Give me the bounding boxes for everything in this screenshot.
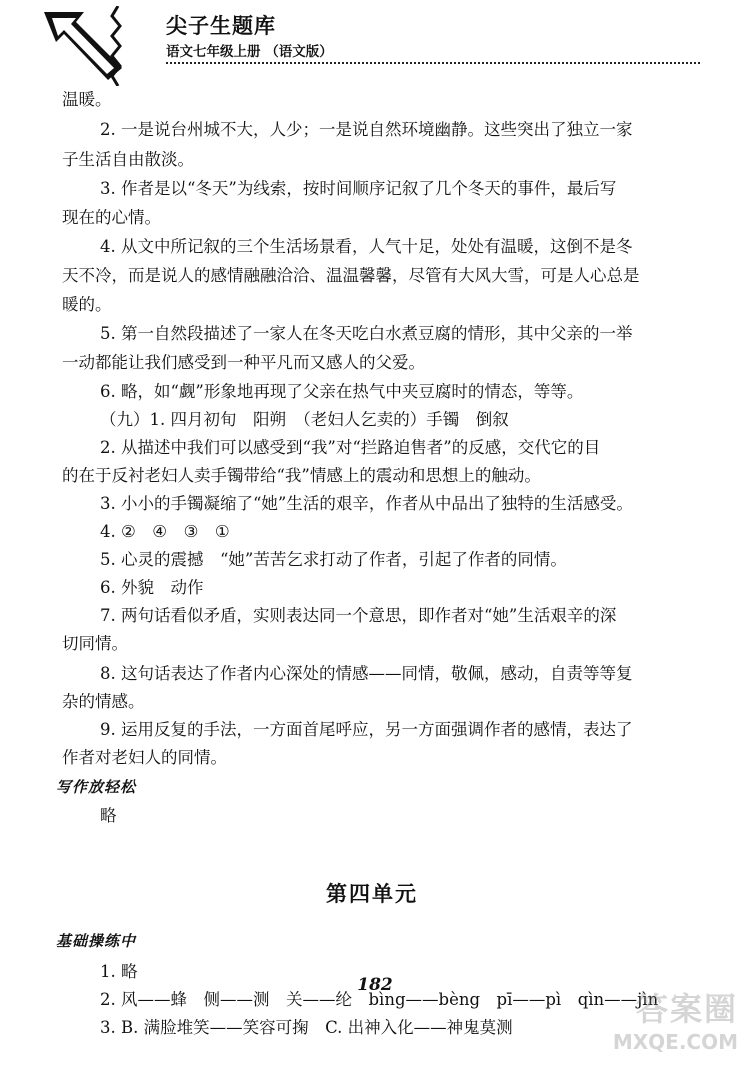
text-line: 4. 从文中所记叙的三个生活场景看，人气十足，处处有温暖，这倒不是冬	[100, 237, 633, 256]
text-line: 天不冷，而是说人的感情融融洽洽、温温馨馨，尽管有大风大雪，可是人心总是	[62, 266, 640, 285]
text-line: 作者对老妇人的同情。	[62, 748, 227, 767]
book-subtitle: 语文七年级上册 （语文版）	[166, 44, 333, 60]
text-line: 一动都能让我们感受到一种平凡而又感人的父爱。	[62, 353, 425, 372]
text-line: 3. 作者是以“冬天”为线索，按时间顺序记叙了几个冬天的事件，最后写	[100, 179, 617, 198]
text-line: 的在于反衬老妇人卖手镯带给“我”情感上的震动和思想上的触动。	[62, 466, 541, 485]
watermark-text: 答案圈	[635, 990, 738, 1028]
section-heading-writing: 写作放轻松	[56, 778, 137, 796]
text-line: 5. 心灵的震撼 “她”苦苦乞求打动了作者，引起了作者的同情。	[100, 550, 567, 569]
text-line: 子生活自由散淡。	[62, 150, 194, 169]
text-line: 略	[100, 806, 117, 825]
text-line: 7. 两句话看似矛盾，实则表达同一个意思，即作者对“她”生活艰辛的深	[100, 606, 617, 625]
text-line: 暖的。	[62, 295, 112, 314]
text-line: 3. 小小的手镯凝缩了“她”生活的艰辛，作者从中品出了独特的生活感受。	[100, 494, 633, 513]
text-line: 1. 略	[100, 962, 138, 981]
unit-title: 第四单元	[326, 882, 418, 906]
text-line: 杂的情感。	[62, 692, 145, 711]
watermark-url: MXQE.COM	[612, 1030, 738, 1054]
header-rule	[166, 62, 700, 64]
text-line: 2. 风——蜂 侧——测 关——纶 bìng——bèng pī——pì qìn——jìn	[100, 990, 659, 1009]
text-line: 温暖。	[62, 90, 112, 109]
text-line: 5. 第一自然段描述了一家人在冬天吃白水煮豆腐的情形，其中父亲的一举	[100, 324, 633, 343]
arrow-logo-icon	[40, 6, 130, 86]
text-line: （九）1. 四月初旬 阳朔 （老妇人乞卖的）手镯 倒叙	[100, 410, 509, 429]
text-line: 2. 一是说台州城不大，人少；一是说自然环境幽静。这些突出了独立一家	[100, 120, 633, 139]
book-title: 尖子生题库	[166, 14, 276, 38]
watermark	[613, 984, 738, 1054]
text-line: 切同情。	[62, 634, 128, 653]
text-line: 6. 外貌 动作	[100, 578, 204, 597]
section-heading-basic: 基础操练中	[56, 932, 137, 950]
text-line: 8. 这句话表达了作者内心深处的情感——同情，敬佩，感动，自责等等复	[100, 664, 633, 683]
text-line: 9. 运用反复的手法，一方面首尾呼应，另一方面强调作者的感情，表达了	[100, 720, 633, 739]
page-header	[40, 6, 680, 78]
page-number: 182	[357, 975, 393, 995]
text-line: 现在的心情。	[62, 208, 161, 227]
text-line: 2. 从描述中我们可以感受到“我”对“拦路迫售者”的反感，交代它的目	[100, 438, 601, 457]
text-line: 6. 略，如“觑”形象地再现了父亲在热气中夹豆腐时的情态，等等。	[100, 382, 584, 401]
text-line: 3. B. 满脸堆笑——笑容可掬 C. 出神入化——神鬼莫测	[100, 1018, 513, 1037]
text-line: 4. ② ④ ③ ①	[100, 522, 230, 541]
